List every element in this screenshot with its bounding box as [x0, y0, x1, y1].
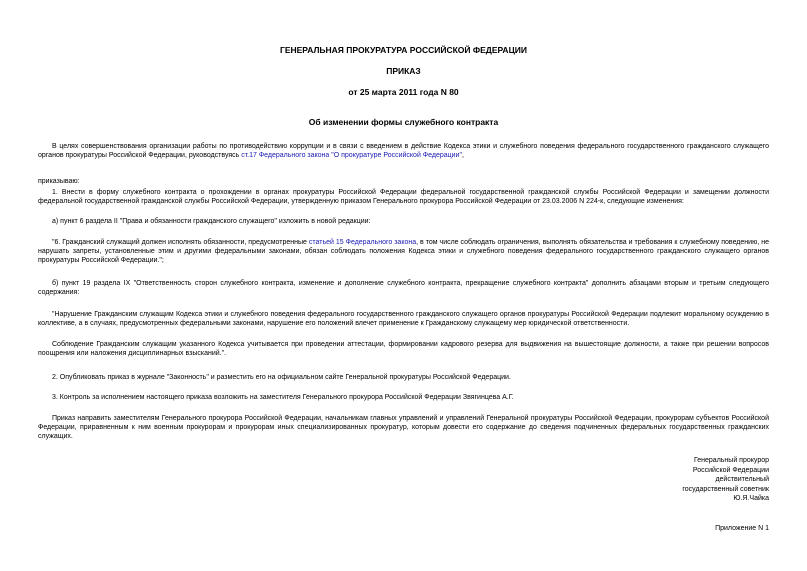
signature-line: Российской Федерации [692, 466, 769, 474]
doc-subject: Об изменении формы служебного контракта [308, 117, 499, 127]
quote-point-19-para-2: "Нарушение Гражданским служащим Кодекса этики и служебного поведения федерального государственного гражданского служащего органов прокуратуры Российской Федерации подлежит моральному осуждению в коллективе, а в случаях, предусмотренных федеральными законами, нарушение его положений влечет применение к Гражданскому служащему мер юридической ответственности. [38, 311, 769, 328]
distribution-paragraph: Приказ направить заместителям Генерального прокурора Российской Федерации, начальникам главных управлений и управлений Генеральной прокуратуры Российской Федерации, прокурорам субъектов Российской Федерации, приравненным к ним военным прокурорам и прокурорам иных специализированных прокуратур, которым довести его содержание до сведения подчиненных федеральных государственных гражданских служащих. [38, 415, 769, 441]
item-2: 2. Опубликовать приказ в журнале "Законность" и разместить его на официальном сайте Генеральной прокуратуры Российской Федерации. [52, 374, 511, 381]
item-1: 1. Внести в форму служебного контракта о прохождении в органах прокуратуры Российской Федерации федеральной государственной гражданской службы Российской Федерации и замещении должности федеральной государственной гражданской службы Российской Федерации, утвержденную приказом Генерального прокурора Российской Федерации от 23.03.2006 N 224-к, следующие изменения: [38, 189, 769, 206]
law-link[interactable]: ст.17 Федерального закона "О прокуратуре Российской Федерации" [241, 152, 462, 160]
quote6-rest: , в том числе соблюдать ограничения, выполнять обязательства и требования к служебному поведению, не нарушать запреты, установленные этим и другими федеральными законами, обязан соблюдать положения Кодекса этики и служебного поведения федерального государственного гражданского служащего органов прокуратуры Российской Федерации."; [38, 239, 769, 265]
quote6-text: "6. Гражданский служащий должен исполнять обязанности, предусмотренные [52, 239, 309, 246]
article-15-link[interactable]: статьей 15 Федерального закона [308, 239, 417, 246]
appendix-label: Приложение N 1 [715, 525, 769, 532]
item-1b: б) пункт 19 раздела IX "Ответственность сторон служебного контракта, изменение и дополнение служебного контракта, прекращение служебного контракта" дополнить абзацами вторым и третьим следующего содержания: [38, 280, 769, 297]
signature-block [569, 456, 769, 504]
quote-point-6 [38, 238, 769, 266]
intro-paragraph [38, 142, 769, 160]
intro-end: , [461, 152, 464, 160]
intro-text: В целях совершенствования организации работы по противодействию коррупции и в связи с введением в действие Кодекса этики и служебного поведения федерального государственного гражданского служащего органов прокуратуры Российской Федерации, руководствуясь [38, 143, 769, 160]
signature-line: государственный советник [682, 485, 769, 493]
signature-line: действительный [715, 476, 769, 484]
org-title: ГЕНЕРАЛЬНАЯ ПРОКУРАТУРА РОССИЙСКОЙ ФЕДЕРАЦИИ [280, 45, 527, 55]
item-1a: а) пункт 6 раздела II "Права и обязанности гражданского служащего" изложить в новой редакции: [52, 218, 371, 225]
signature-line: Генеральный прокурор [693, 457, 769, 464]
item-3: 3. Контроль за исполнением настоящего приказа возложить на заместителя Генерального прокурора Российской Федерации Звягинцева А.Г. [52, 394, 514, 401]
doc-date: от 25 марта 2011 года N 80 [348, 87, 459, 97]
doc-type: ПРИКАЗ [386, 66, 421, 76]
signatory-name: Ю.Я.Чайка [733, 495, 769, 503]
order-word: приказываю: [38, 178, 80, 185]
quote-point-19-para-3: Соблюдение Гражданским служащим указанного Кодекса учитывается при проведении аттестации, формировании кадрового резерва для выдвижения на вышестоящие должности, а также при решении вопросов поощрения или наложения дисциплинарных взысканий.". [38, 341, 769, 358]
